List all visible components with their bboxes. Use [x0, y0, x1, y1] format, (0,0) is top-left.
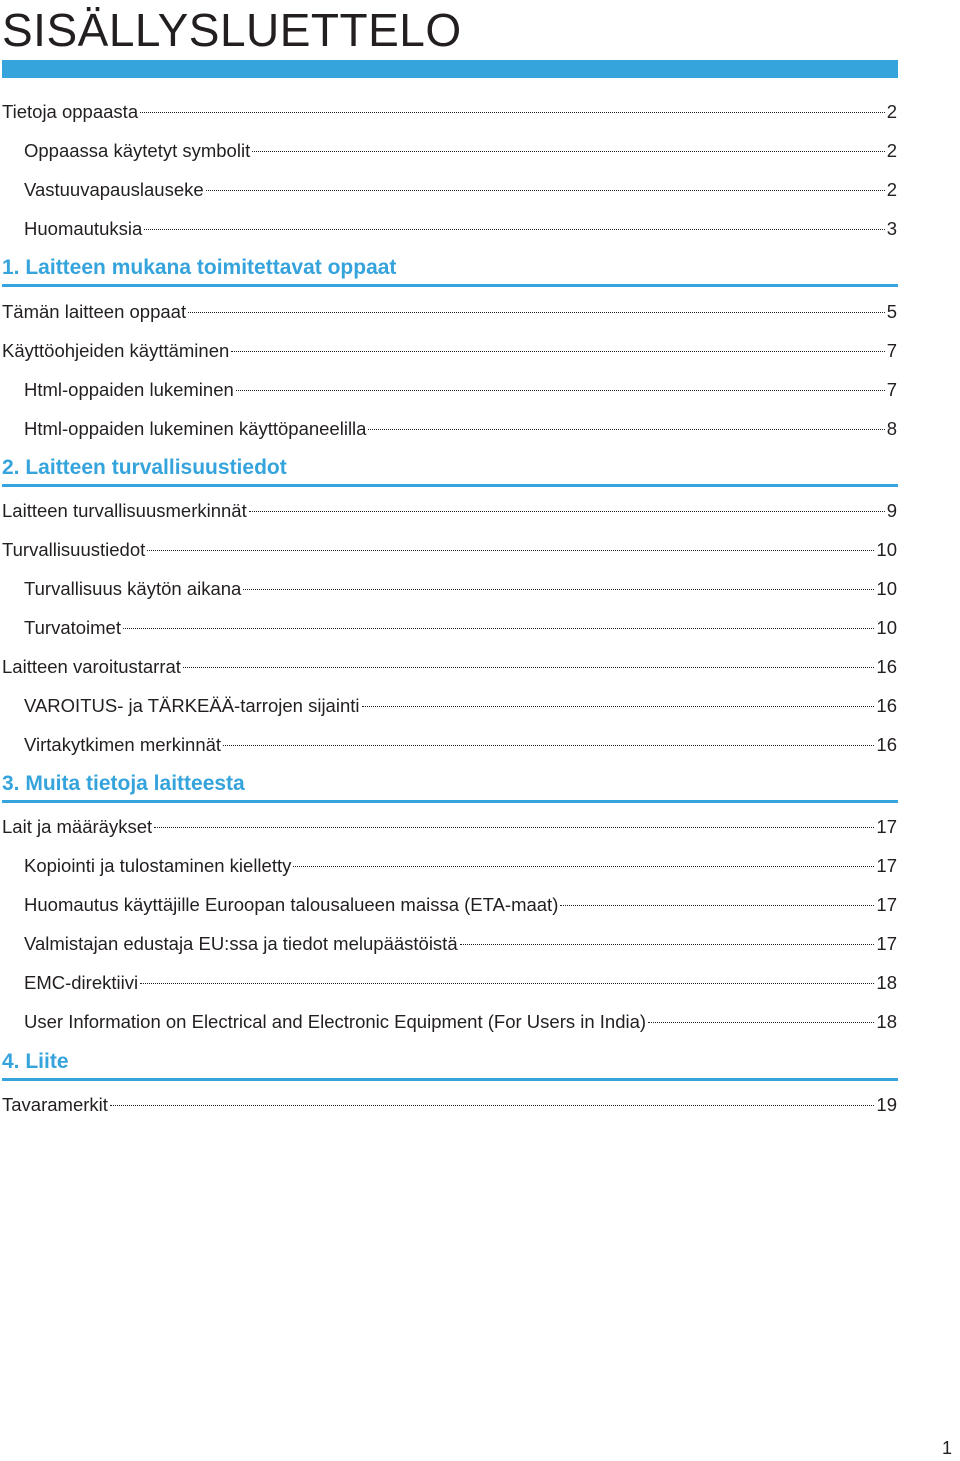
toc-entry-tietoja-oppaasta[interactable]: [2, 97, 897, 127]
toc-entry-page: 16: [876, 695, 897, 716]
dot-leader: [154, 826, 874, 828]
toc-entry-user-information-india[interactable]: [24, 1007, 897, 1037]
toc-entry-label: Tämän laitteen oppaat: [2, 301, 187, 322]
toc-entry-label: Vastuuvapauslauseke: [24, 179, 204, 200]
toc-entry-page: 19: [876, 1094, 897, 1115]
dot-leader: [144, 228, 884, 230]
dot-leader: [243, 588, 874, 590]
toc-entry-turvallisuus-kayton-aikana[interactable]: [24, 574, 897, 604]
toc-entry-label: Käyttöohjeiden käyttäminen: [2, 340, 230, 361]
toc-entry-tavaramerkit[interactable]: [2, 1090, 897, 1120]
dot-leader: [362, 705, 875, 707]
dot-leader: [147, 549, 874, 551]
toc-entry-label: Turvallisuus käytön aikana: [24, 578, 242, 599]
toc-entry-virtakytkimen-merkinnat[interactable]: [24, 730, 897, 760]
toc-entry-label: Virtakytkimen merkinnät: [24, 734, 222, 755]
dot-leader: [293, 865, 874, 867]
dot-leader: [183, 666, 874, 668]
toc-entry-page: 18: [876, 1011, 897, 1032]
chapter-1-rule: [2, 284, 898, 287]
toc-entry-page: 8: [886, 418, 897, 439]
dot-leader: [249, 510, 885, 512]
chapter-2-heading[interactable]: 2. Laitteen turvallisuustiedot: [2, 456, 287, 479]
toc-entry-label: Oppaassa käytetyt symbolit: [24, 140, 251, 161]
dot-leader: [252, 150, 884, 152]
toc-entry-page: 17: [876, 855, 897, 876]
toc-entry-page: 17: [876, 933, 897, 954]
toc-entry-label: Html-oppaiden lukeminen: [24, 379, 234, 400]
toc-entry-page: 7: [886, 340, 897, 361]
dot-leader: [560, 904, 874, 906]
dot-leader: [206, 189, 885, 191]
toc-entry-label: Valmistajan edustaja EU:ssa ja tiedot melupäästöistä: [24, 933, 458, 954]
toc-entry-page: 3: [886, 218, 897, 239]
chapter-1-heading[interactable]: 1. Laitteen mukana toimitettavat oppaat: [2, 256, 397, 279]
dot-leader: [223, 744, 874, 746]
toc-entry-label: Turvallisuustiedot: [2, 539, 146, 560]
toc-entry-emc-direktiivi[interactable]: [24, 968, 897, 998]
toc-entry-page: 2: [886, 101, 897, 122]
toc-entry-page: 2: [886, 140, 897, 161]
chapter-4-heading[interactable]: 4. Liite: [2, 1050, 69, 1073]
toc-entry-oppaassa-kaytetyt-symbolit[interactable]: [24, 136, 897, 166]
toc-entry-label: VAROITUS- ja TÄRKEÄÄ-tarrojen sijainti: [24, 695, 360, 716]
toc-entry-label: Kopiointi ja tulostaminen kielletty: [24, 855, 292, 876]
dot-leader: [648, 1021, 874, 1023]
toc-entry-label: Lait ja määräykset: [2, 816, 153, 837]
dot-leader: [123, 627, 874, 629]
toc-entry-label: Tietoja oppaasta: [2, 101, 139, 122]
toc-entry-huomautus-eta-maat[interactable]: [24, 890, 897, 920]
dot-leader: [188, 311, 885, 313]
toc-entry-turvallisuustiedot[interactable]: [2, 535, 897, 565]
toc-entry-page: 7: [886, 379, 897, 400]
toc-entry-label: Laitteen turvallisuusmerkinnät: [2, 500, 247, 521]
toc-entry-label: Huomautuksia: [24, 218, 143, 239]
toc-entry-varoitus-ja-tarkeaa-tarrojen-sijainti[interactable]: [24, 691, 897, 721]
chapter-3-heading[interactable]: 3. Muita tietoja laitteesta: [2, 772, 245, 795]
toc-entry-page: 18: [876, 972, 897, 993]
toc-entry-laitteen-varoitustarrat[interactable]: [2, 652, 897, 682]
toc-entry-taman-laitteen-oppaat[interactable]: [2, 297, 897, 327]
toc-entry-page: 10: [876, 578, 897, 599]
toc-entry-page: 17: [876, 816, 897, 837]
toc-entry-page: 16: [876, 656, 897, 677]
toc-entry-page: 10: [876, 539, 897, 560]
dot-leader: [110, 1104, 875, 1106]
toc-entry-kopiointi-ja-tulostaminen-kielletty[interactable]: [24, 851, 897, 881]
toc-entry-label: EMC-direktiivi: [24, 972, 139, 993]
toc-entry-label: Laitteen varoitustarrat: [2, 656, 181, 677]
toc-entry-html-oppaiden-lukeminen[interactable]: [24, 375, 897, 405]
chapter-4-rule: [2, 1078, 898, 1081]
dot-leader: [140, 982, 874, 984]
toc-entry-valmistajan-edustaja-eu[interactable]: [24, 929, 897, 959]
page-title: SISÄLLYSLUETTELO: [2, 4, 462, 56]
toc-entry-page: 9: [886, 500, 897, 521]
toc-entry-label: Turvatoimet: [24, 617, 121, 638]
title-bar: [2, 60, 898, 78]
toc-entry-page: 16: [876, 734, 897, 755]
toc-entry-label: Huomautus käyttäjille Euroopan talousalueen maissa (ETA-maat): [24, 894, 559, 915]
toc-entry-page: 5: [886, 301, 897, 322]
toc-entry-label: Html-oppaiden lukeminen käyttöpaneelilla: [24, 418, 367, 439]
toc-entry-turvatoimet[interactable]: [24, 613, 897, 643]
dot-leader: [460, 943, 875, 945]
dot-leader: [231, 350, 884, 352]
toc-entry-page: 2: [886, 179, 897, 200]
page-number: 1: [941, 1438, 952, 1458]
dot-leader: [368, 428, 884, 430]
toc-entry-page: 10: [876, 617, 897, 638]
toc-entry-label: User Information on Electrical and Electronic Equipment (For Users in India): [24, 1011, 647, 1032]
dot-leader: [236, 389, 885, 391]
chapter-3-rule: [2, 800, 898, 803]
chapter-2-rule: [2, 484, 898, 487]
toc-entry-kayttoohjeiden-kayttaminen[interactable]: [2, 336, 897, 366]
toc-entry-vastuuvapauslauseke[interactable]: [24, 175, 897, 205]
toc-entry-html-oppaiden-lukeminen-kayttopaneelilla[interactable]: [24, 414, 897, 444]
toc-entry-huomautuksia[interactable]: [24, 214, 897, 244]
toc-entry-laitteen-turvallisuusmerkinnat[interactable]: [2, 496, 897, 526]
toc-entry-page: 17: [876, 894, 897, 915]
toc-entry-label: Tavaramerkit: [2, 1094, 108, 1115]
toc-entry-lait-ja-maaraykset[interactable]: [2, 812, 897, 842]
dot-leader: [140, 111, 885, 113]
